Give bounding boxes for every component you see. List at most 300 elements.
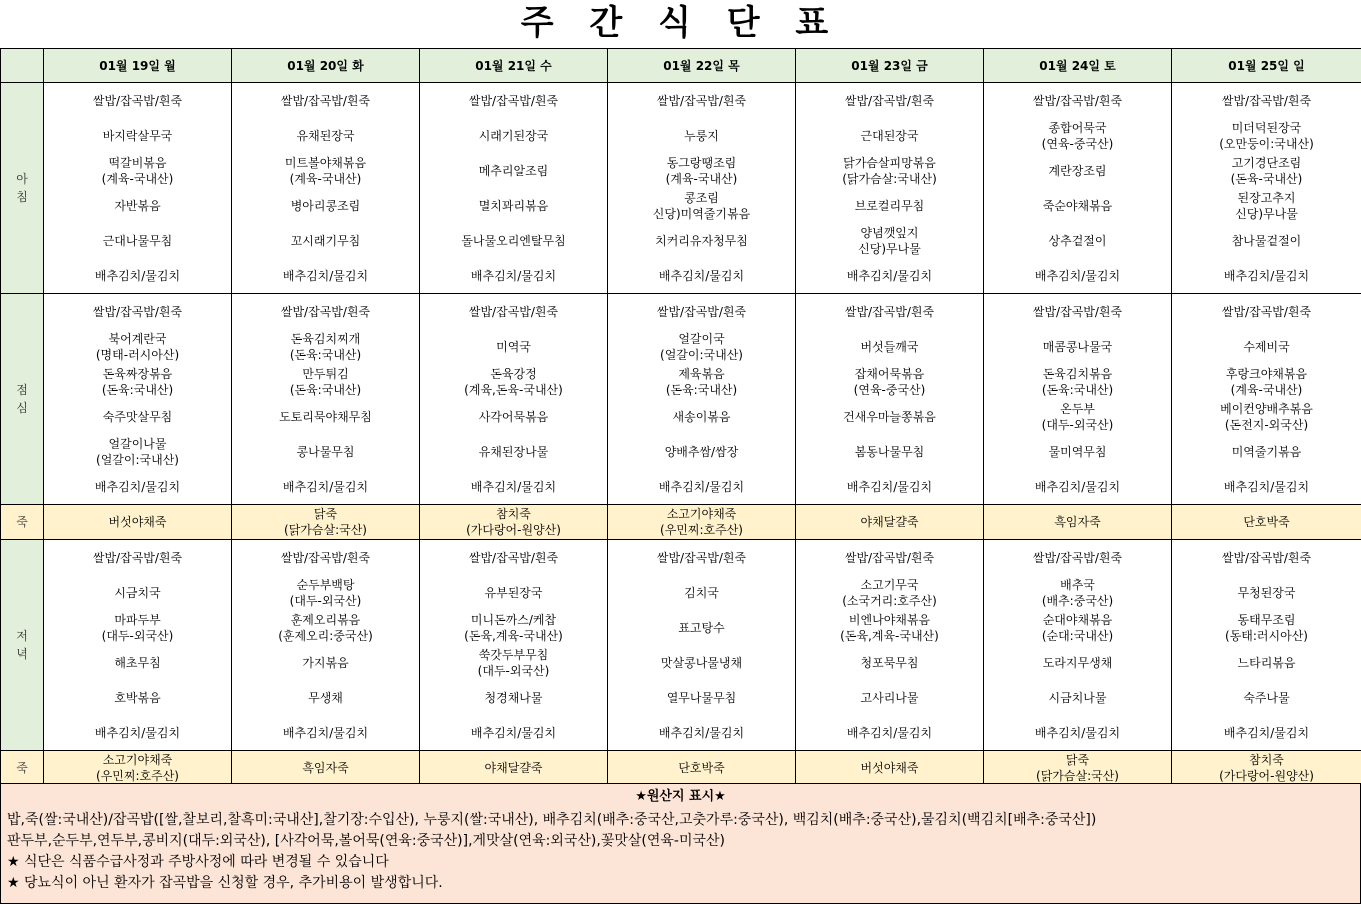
dish-name: 쌀밥/잡곡밥/흰죽: [656, 93, 747, 108]
dish-name: 배추김치/물김치: [470, 479, 557, 494]
dish-item: [608, 188, 795, 223]
dish-name: 배추김치/물김치: [282, 268, 369, 283]
dish-item: [796, 153, 983, 188]
dish-name: 쌀밥/잡곡밥/흰죽: [844, 93, 935, 108]
dish-origin: (닭가슴살:국내산): [842, 171, 937, 186]
dish-origin: (얼갈이:국내산): [660, 347, 743, 362]
porridge-cell: [232, 751, 420, 786]
porridge-origin: (우민찌:호주산): [96, 769, 179, 783]
dish-item: [420, 83, 607, 118]
dish-item: [1172, 575, 1361, 610]
dish-name: 쌀밥/잡곡밥/흰죽: [656, 304, 747, 319]
dish-item: [608, 645, 795, 680]
porridge-name: 참치죽: [496, 507, 531, 521]
corner-cell: [1, 49, 44, 83]
breakfast-day-cell: [232, 83, 420, 294]
porridge-item: [420, 505, 607, 539]
dish-name: 쌀밥/잡곡밥/흰죽: [468, 93, 559, 108]
dish-list: [796, 294, 983, 504]
dish-origin: 신당)무나물: [1235, 206, 1298, 221]
breakfast-day-cell: [44, 83, 232, 294]
dish-item: [796, 399, 983, 434]
dish-item: [796, 715, 983, 750]
dish-item: [232, 258, 419, 293]
porridge-cell: [984, 751, 1172, 786]
porridge-origin: (닭가슴살:국산): [1036, 769, 1119, 783]
dish-name: 근대나물무침: [102, 233, 173, 248]
dish-list: [44, 294, 231, 504]
porridge-name: 소고기야채죽: [102, 753, 173, 767]
dish-list: [796, 83, 983, 293]
porridge-item: [608, 505, 795, 539]
dish-item: [984, 294, 1171, 329]
dish-item: [608, 715, 795, 750]
dish-name: 봄동나물무침: [854, 444, 925, 459]
dish-origin: (대두-외국산): [477, 663, 550, 678]
dish-name: 치커리유자청무침: [655, 233, 748, 248]
dish-item: [232, 153, 419, 188]
dish-list: [420, 83, 607, 293]
dish-list: [420, 294, 607, 504]
dish-origin: (돈육:국내산): [289, 347, 362, 362]
dish-name: 동그랑땡조림: [666, 155, 737, 170]
dish-item: [44, 469, 231, 504]
dish-list: [984, 540, 1171, 750]
dish-list: [44, 540, 231, 750]
dish-name: 닭가슴살피망볶음: [843, 155, 936, 170]
dish-name: 얼갈이나물: [108, 436, 167, 451]
dish-name: 제육볶음: [678, 366, 725, 381]
dish-item: [232, 329, 419, 364]
page-title: 주 간 식 단 표: [520, 3, 841, 43]
dish-origin: (연육-중국산): [853, 382, 926, 397]
dish-name: 배추김치/물김치: [1223, 479, 1310, 494]
dish-name: 쌀밥/잡곡밥/흰죽: [656, 550, 747, 565]
dinner-day-cell: [796, 540, 984, 751]
dish-origin: (돈육-국내산): [1230, 171, 1303, 186]
dish-name: 마파두부: [114, 612, 161, 627]
breakfast-row: [1, 83, 1361, 294]
porridge-origin: (가다랑어-원양산): [466, 523, 561, 537]
dish-item: [420, 258, 607, 293]
dish-name: 청포묵무침: [860, 655, 919, 670]
dish-name: 배추김치/물김치: [1223, 725, 1310, 740]
dish-list: [1172, 294, 1361, 504]
dish-name: 바지락살무국: [102, 128, 173, 143]
dish-item: [984, 258, 1171, 293]
dish-item: [1172, 434, 1361, 469]
dish-item: [796, 364, 983, 399]
dish-item: [44, 399, 231, 434]
day-header: 01월 20일 화: [232, 49, 420, 83]
dish-item: [44, 329, 231, 364]
dinner-day-cell: [984, 540, 1172, 751]
porridge-name: 흑임자죽: [302, 761, 349, 775]
day-header: 01월 22일 목: [608, 49, 796, 83]
porridge-name: 버섯야채죽: [860, 761, 919, 775]
dish-name: 고사리나물: [860, 690, 919, 705]
dish-name: 만두튀김: [302, 366, 349, 381]
dish-name: 수제비국: [1243, 339, 1290, 354]
dish-name: 누룽지: [684, 128, 719, 143]
dish-origin: (돈육:국내산): [101, 382, 174, 397]
dish-name: 시금치나물: [1048, 690, 1107, 705]
dish-name: 무청된장국: [1237, 585, 1296, 600]
porridge-cell: [796, 751, 984, 786]
dish-name: 열무나물무침: [666, 690, 737, 705]
dish-item: [44, 715, 231, 750]
dish-item: [232, 399, 419, 434]
dish-item: [1172, 469, 1361, 504]
dish-name: 멸치꽈리볶음: [478, 198, 549, 213]
dish-name: 미트볼야채볶음: [284, 155, 367, 170]
dish-name: 된장고추지: [1237, 190, 1296, 205]
dish-name: 미역줄기볶음: [1231, 444, 1302, 459]
dish-name: 쌀밥/잡곡밥/흰죽: [844, 304, 935, 319]
lunch-day-cell: [796, 294, 984, 505]
dish-name: 도토리묵야채무침: [279, 409, 372, 424]
dish-list: [984, 83, 1171, 293]
dish-item: [1172, 540, 1361, 575]
porridge-name: 소고기야채죽: [666, 507, 737, 521]
origin-notice-title: ★원산지 표시★: [635, 789, 726, 804]
dinner-day-cell: [420, 540, 608, 751]
dish-item: [232, 223, 419, 258]
dish-item: [44, 610, 231, 645]
porridge-name: 버섯야채죽: [108, 515, 167, 529]
porridge-cell: [420, 505, 608, 540]
breakfast-day-cell: [984, 83, 1172, 294]
dish-item: [796, 258, 983, 293]
dish-item: [796, 83, 983, 118]
dish-origin: (돈육:국내산): [1041, 382, 1114, 397]
dish-item: [232, 469, 419, 504]
dish-name: 쌀밥/잡곡밥/흰죽: [92, 93, 183, 108]
dish-item: [420, 434, 607, 469]
dish-item: [44, 540, 231, 575]
dish-name: 종합어묵국: [1048, 120, 1107, 135]
dish-item: [232, 575, 419, 610]
dish-name: 미역국: [496, 339, 531, 354]
dish-origin: (배추:중국산): [1041, 593, 1114, 608]
dish-item: [984, 399, 1171, 434]
porridge-origin: (가다랑어-원양산): [1219, 769, 1314, 783]
dish-item: [232, 294, 419, 329]
dish-name: 배추김치/물김치: [94, 268, 181, 283]
dish-name: 배추김치/물김치: [658, 268, 745, 283]
lunch-day-cell: [44, 294, 232, 505]
dinner-day-cell: [608, 540, 796, 751]
dish-name: 도라지무생채: [1042, 655, 1113, 670]
dish-list: [1172, 83, 1361, 293]
porridge-name: 단호박죽: [678, 761, 725, 775]
dish-name: 온두부: [1060, 401, 1095, 416]
porridge-cell: [420, 751, 608, 786]
dish-name: 배추김치/물김치: [846, 725, 933, 740]
dish-name: 돌나물오리엔탈무침: [461, 233, 566, 248]
dish-item: [796, 575, 983, 610]
origin-notice: [0, 783, 1361, 904]
dish-name: 돈육김치찌개: [290, 331, 361, 346]
dish-list: [608, 540, 795, 750]
dish-name: 배추김치/물김치: [470, 268, 557, 283]
dish-name: 얼갈이국: [678, 331, 725, 346]
dish-item: [420, 610, 607, 645]
lunch-label: 점 심: [1, 294, 44, 505]
dish-name: 꼬시래기무침: [290, 233, 361, 248]
dish-origin: (얼갈이:국내산): [96, 452, 179, 467]
dish-list: [44, 83, 231, 293]
dish-item: [420, 188, 607, 223]
dish-name: 시래기된장국: [478, 128, 549, 143]
dish-item: [420, 329, 607, 364]
dish-item: [608, 258, 795, 293]
dish-name: 양배추쌈/쌈장: [664, 444, 739, 459]
dish-name: 쌀밥/잡곡밥/흰죽: [468, 550, 559, 565]
dish-origin: (동태:러시아산): [1225, 628, 1308, 643]
dish-item: [984, 364, 1171, 399]
dish-item: [984, 610, 1171, 645]
dish-item: [796, 434, 983, 469]
dish-item: [608, 329, 795, 364]
porridge-name: 참치죽: [1249, 753, 1284, 767]
lunch-day-cell: [608, 294, 796, 505]
dish-name: 배추김치/물김치: [1034, 479, 1121, 494]
porridge-name: 닭죽: [313, 507, 338, 521]
dish-name: 북어계란국: [108, 331, 167, 346]
dish-name: 맛살콩나물냉채: [660, 655, 743, 670]
dish-item: [232, 540, 419, 575]
dish-name: 쑥갓두부무침: [478, 647, 549, 662]
porridge-item: [984, 751, 1171, 785]
day-header: 01월 24일 토: [984, 49, 1172, 83]
dish-item: [984, 118, 1171, 153]
dish-name: 떡갈비볶음: [108, 155, 167, 170]
lunch-day-cell: [232, 294, 420, 505]
dish-list: [1172, 540, 1361, 750]
dish-name: 상추겉절이: [1048, 233, 1107, 248]
dish-item: [984, 715, 1171, 750]
dish-item: [420, 223, 607, 258]
dish-name: 미더덕된장국: [1231, 120, 1302, 135]
dish-name: 유부된장국: [484, 585, 543, 600]
dish-origin: (대두-외국산): [1041, 417, 1114, 432]
dish-origin: (계육-국내산): [1230, 382, 1303, 397]
dish-item: [232, 715, 419, 750]
porridge-name: 야채달걀죽: [484, 761, 543, 775]
dish-item: [984, 223, 1171, 258]
dish-item: [44, 680, 231, 715]
breakfast-day-cell: [796, 83, 984, 294]
dish-item: [608, 118, 795, 153]
dish-item: [232, 364, 419, 399]
dish-item: [1172, 118, 1361, 153]
dish-origin: (돈육:국내산): [289, 382, 362, 397]
dish-name: 배추김치/물김치: [658, 479, 745, 494]
breakfast-day-cell: [1172, 83, 1361, 294]
dish-item: [984, 329, 1171, 364]
porridge-origin: (닭가슴살:국산): [284, 523, 367, 537]
dish-item: [608, 223, 795, 258]
day-header: 01월 25일 일: [1172, 49, 1361, 83]
porridge-name: 단호박죽: [1243, 515, 1290, 529]
dish-name: 배추김치/물김치: [94, 725, 181, 740]
dish-item: [1172, 188, 1361, 223]
dish-name: 유채된장국: [296, 128, 355, 143]
dish-name: 잡채어묵볶음: [854, 366, 925, 381]
dish-item: [420, 540, 607, 575]
dish-item: [44, 364, 231, 399]
dish-name: 배추김치/물김치: [1034, 268, 1121, 283]
dish-name: 건새우마늘쫑볶음: [843, 409, 936, 424]
dish-name: 병아리콩조림: [290, 198, 361, 213]
dish-name: 쌀밥/잡곡밥/흰죽: [1221, 93, 1312, 108]
dish-item: [420, 153, 607, 188]
dish-item: [608, 434, 795, 469]
lunch-porridge-row: [1, 505, 1361, 540]
porridge-origin: (우민찌:호주산): [660, 523, 743, 537]
breakfast-label: 아 침: [1, 83, 44, 294]
dish-item: [796, 329, 983, 364]
dish-item: [608, 610, 795, 645]
dish-list: [232, 83, 419, 293]
dish-origin: (연육-중국산): [1041, 136, 1114, 151]
dish-item: [232, 83, 419, 118]
dish-item: [232, 118, 419, 153]
dish-name: 소고기무국: [860, 577, 919, 592]
dish-item: [44, 258, 231, 293]
dish-origin: (훈제오리:중국산): [278, 628, 373, 643]
porridge-cell: [608, 751, 796, 786]
dish-item: [420, 715, 607, 750]
dish-origin: 신당)무나물: [858, 241, 921, 256]
dish-item: [796, 645, 983, 680]
dish-name: 김치국: [684, 585, 719, 600]
dish-name: 쌀밥/잡곡밥/흰죽: [1221, 304, 1312, 319]
dish-name: 배추김치/물김치: [94, 479, 181, 494]
dish-name: 쌀밥/잡곡밥/흰죽: [1032, 304, 1123, 319]
dish-name: 쌀밥/잡곡밥/흰죽: [468, 304, 559, 319]
porridge-item: [420, 751, 607, 785]
lunch-day-cell: [420, 294, 608, 505]
dish-item: [420, 645, 607, 680]
dish-name: 동태무조림: [1237, 612, 1296, 627]
dish-item: [420, 575, 607, 610]
dish-item: [984, 469, 1171, 504]
dish-item: [1172, 258, 1361, 293]
porridge-label: 죽: [1, 505, 44, 540]
dish-item: [608, 83, 795, 118]
dinner-day-cell: [232, 540, 420, 751]
dish-list: [420, 540, 607, 750]
dish-name: 배추김치/물김치: [1034, 725, 1121, 740]
dish-item: [608, 540, 795, 575]
dish-list: [232, 540, 419, 750]
day-header: 01월 19일 월: [44, 49, 232, 83]
dish-list: [608, 83, 795, 293]
dish-origin: (돈전지-외국산): [1224, 417, 1309, 432]
dish-item: [232, 645, 419, 680]
dish-name: 배추김치/물김치: [282, 725, 369, 740]
porridge-item: [1172, 505, 1361, 539]
dish-name: 표고탕수: [678, 620, 725, 635]
dish-item: [796, 610, 983, 645]
dish-item: [44, 434, 231, 469]
porridge-item: [796, 751, 983, 785]
dish-name: 호박볶음: [114, 690, 161, 705]
dish-item: [984, 434, 1171, 469]
dish-list: [232, 294, 419, 504]
dish-name: 베이컨양배추볶음: [1220, 401, 1313, 416]
origin-line: 밥,죽(쌀:국내산)/잡곡밥([쌀,찰보리,찰흑미:국내산],찰기장:수입산), 누룽지(쌀:국내산), 배추김치(배추:중국산,고춧가루:중국산), 백김치(배추:중국산),물김치(백김치[배추:중국산]): [7, 812, 1097, 828]
dish-item: [44, 153, 231, 188]
dish-item: [232, 680, 419, 715]
dish-list: [608, 294, 795, 504]
dish-item: [420, 680, 607, 715]
dish-name: 물미역무침: [1048, 444, 1107, 459]
porridge-item: [232, 505, 419, 539]
dish-name: 배추김치/물김치: [846, 479, 933, 494]
dish-name: 메추리알조림: [478, 163, 549, 178]
dish-name: 양념깻잎지: [860, 225, 919, 240]
dish-origin: (소국거리:호주산): [842, 593, 937, 608]
dish-name: 돈육강정: [490, 366, 537, 381]
dish-item: [44, 118, 231, 153]
dish-origin: (돈육,계육-국내산): [840, 628, 939, 643]
dish-name: 배추국: [1060, 577, 1095, 592]
dish-name: 배추김치/물김치: [658, 725, 745, 740]
dish-item: [420, 294, 607, 329]
weekly-menu-table: [0, 48, 1361, 786]
dish-item: [608, 364, 795, 399]
dish-item: [796, 118, 983, 153]
dish-name: 배추김치/물김치: [470, 725, 557, 740]
dish-name: 매콤콩나물국: [1042, 339, 1113, 354]
porridge-cell: [44, 751, 232, 786]
dish-name: 청경채나물: [484, 690, 543, 705]
dish-item: [232, 188, 419, 223]
porridge-cell: [44, 505, 232, 540]
dish-name: 쌀밥/잡곡밥/흰죽: [92, 550, 183, 565]
porridge-item: [44, 505, 231, 539]
dish-item: [1172, 399, 1361, 434]
porridge-cell: [1172, 751, 1361, 786]
dish-name: 순두부백탕: [296, 577, 355, 592]
dish-item: [1172, 223, 1361, 258]
porridge-cell: [1172, 505, 1361, 540]
dish-name: 배추김치/물김치: [1223, 268, 1310, 283]
dish-name: 쌀밥/잡곡밥/흰죽: [280, 550, 371, 565]
dish-item: [44, 575, 231, 610]
dinner-label: 저 녁: [1, 540, 44, 751]
dish-item: [608, 469, 795, 504]
dish-origin: (계육-국내산): [289, 171, 362, 186]
dish-origin: (오만둥이:국내산): [1219, 136, 1314, 151]
dish-name: 죽순야채볶음: [1042, 198, 1113, 213]
dish-item: [44, 645, 231, 680]
dish-name: 콩조림: [684, 190, 719, 205]
dish-name: 버섯들깨국: [860, 339, 919, 354]
dish-name: 쌀밥/잡곡밥/흰죽: [1221, 550, 1312, 565]
dish-item: [44, 188, 231, 223]
dish-name: 무생채: [308, 690, 343, 705]
dish-item: [420, 399, 607, 434]
dish-name: 쌀밥/잡곡밥/흰죽: [1032, 93, 1123, 108]
dish-list: [796, 540, 983, 750]
dish-item: [44, 83, 231, 118]
dish-item: [984, 575, 1171, 610]
dish-name: 돈육짜장볶음: [102, 366, 173, 381]
